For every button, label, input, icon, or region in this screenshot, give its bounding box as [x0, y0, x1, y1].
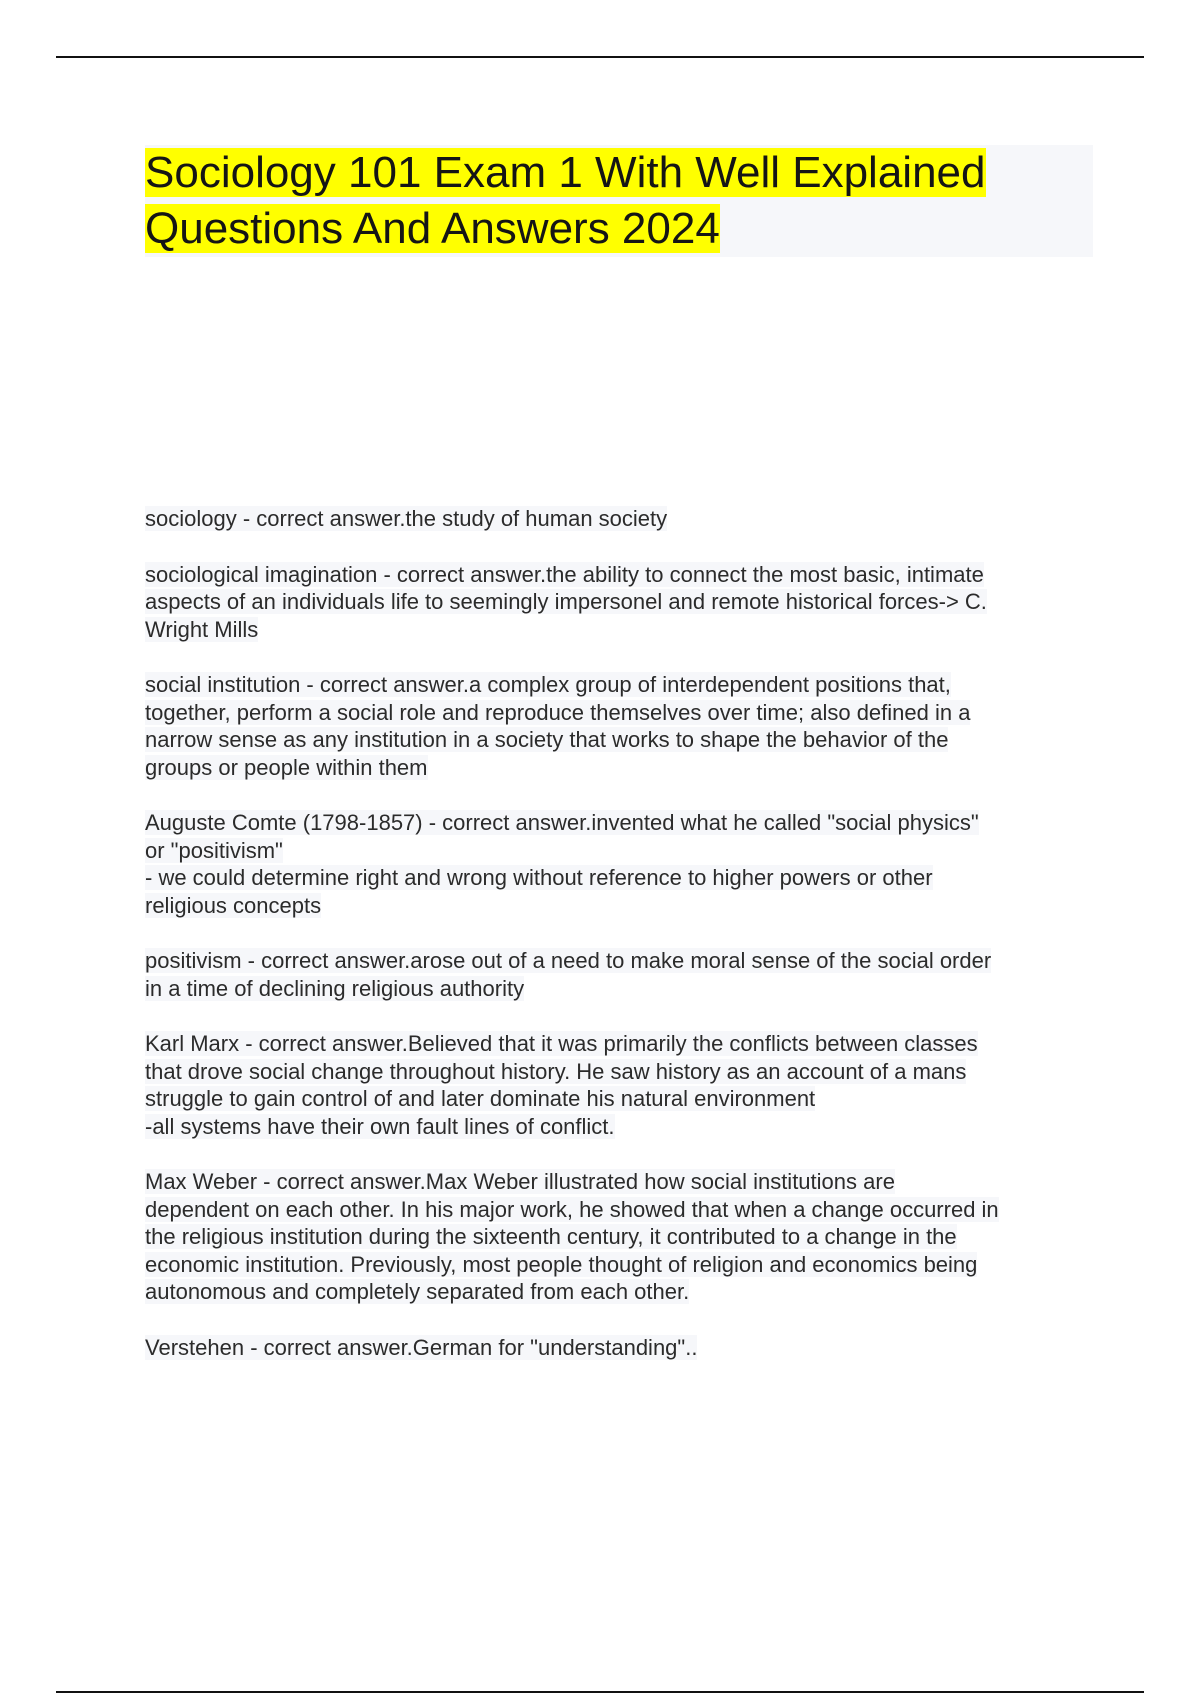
entry-line: together, perform a social role and reproduce themselves over time; also defined in a: [145, 699, 971, 725]
title-line: Sociology 101 Exam 1 With Well Explained: [145, 148, 986, 197]
entry-line: that drove social change throughout history. He saw history as an account of a mans: [145, 1058, 967, 1084]
entry-line: positivism - correct answer.arose out of a need to make moral sense of the social order: [145, 948, 992, 973]
entry-line: Wright Mills: [145, 616, 259, 642]
footer-rule: [56, 1691, 1144, 1693]
entry-line: Verstehen - correct answer.German for "understanding"..: [145, 1334, 698, 1360]
entry-line: religious concepts: [145, 892, 322, 918]
title-block: [145, 145, 1093, 257]
qa-entry: [145, 1334, 1093, 1362]
entry-line: in a time of declining religious authority: [145, 975, 525, 1001]
entry-line: dependent on each other. In his major work, he showed that when a change occurred in: [145, 1196, 999, 1222]
entry-line: or "positivism": [145, 837, 283, 863]
qa-entry: [145, 505, 1093, 533]
entry-line: Karl Marx - correct answer.Believed that it was primarily the conflicts between classes: [145, 1031, 978, 1056]
entry-line: sociological imagination - correct answer.the ability to connect the most basic, intimate: [145, 561, 984, 587]
qa-entry: [145, 671, 1093, 781]
entry-line: autonomous and completely separated from each other.: [145, 1279, 690, 1304]
qa-entry: [145, 1168, 1093, 1306]
entry-line: narrow sense as any institution in a society that works to shape the behavior of the: [145, 727, 949, 752]
entry-line: aspects of an individuals life to seemingly impersonel and remote historical forces-> C.: [145, 589, 987, 614]
entry-line: groups or people within them: [145, 754, 428, 780]
entry-line: sociology - correct answer.the study of human society: [145, 506, 668, 531]
entry-line: Max Weber - correct answer.Max Weber illustrated how social institutions are: [145, 1169, 895, 1194]
entry-line: struggle to gain control of and later dominate his natural environment: [145, 1086, 816, 1111]
header-rule: [56, 56, 1144, 58]
entry-line: the religious institution during the sixteenth century, it contributed to a change in the: [145, 1224, 957, 1249]
page-title: [145, 145, 1093, 257]
qa-entry: [145, 947, 1093, 1002]
title-line: Questions And Answers 2024: [145, 204, 720, 253]
qa-entry: [145, 561, 1093, 644]
entry-line: Auguste Comte (1798-1857) - correct answer.invented what he called "social physics": [145, 810, 979, 835]
qa-entry: [145, 1030, 1093, 1140]
qa-list: [145, 505, 1093, 1389]
entry-line: social institution - correct answer.a complex group of interdependent positions that,: [145, 672, 951, 697]
entry-line: -all systems have their own fault lines of conflict.: [145, 1113, 615, 1139]
qa-entry: [145, 809, 1093, 919]
entry-line: - we could determine right and wrong without reference to higher powers or other: [145, 865, 933, 890]
entry-line: economic institution. Previously, most people thought of religion and economics being: [145, 1251, 978, 1277]
